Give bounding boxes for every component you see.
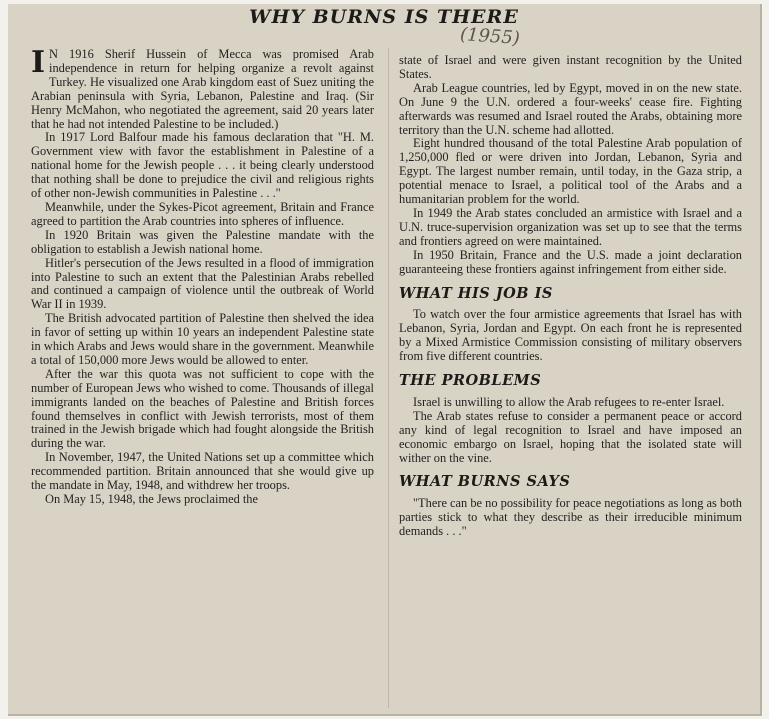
article-paragraph: On May 15, 1948, the Jews proclaimed the (45, 492, 259, 506)
headline: WHY BURNS IS THERE (249, 6, 519, 28)
article-paragraph: The British advocated partition of Palestine then shelved the idea in favor of setting up within 10 years an independent Palestine state in which Arabs and Jews would share in the government. Meanwhile a total of 150,000 more Jews would be allowed to enter. (31, 311, 374, 367)
article-paragraph: In November, 1947, the United Nations set up a committee which recommended partition. Britain announced that she would give up the mandate in May, 1948, and withdrew her troops. (31, 450, 374, 493)
article-paragraph: After the war this quota was not sufficient to cope with the number of European Jews who wished to come. Thousands of illegal immigrants landed on the beaches of Palestine and British forces found themselves in conflict with Jewish terrorists, most of them trained in the Jewish brigade which had fought alongside the British during the war. (31, 366, 374, 451)
article-paragraph: Israel is unwilling to allow the Arab refugees to re-enter Israel. (413, 394, 725, 409)
article-paragraph: The Arab states refuse to consider a permanent peace or accord any kind of legal recognition to Israel and have imposed an economic embargo on Israel, hoping that the isolated state will wither on the vine. (399, 408, 742, 465)
subhead-the-problems: THE PROBLEMS (399, 372, 542, 390)
newspaper-clipping (8, 4, 762, 716)
article-paragraph: Eight hundred thousand of the total Palestine Arab population of 1,250,000 fled or were driven into Jordan, Lebanon, Syria and Egypt. The largest number remain, until today, in the Gaza strip, a potential menace to Israel, a political tool of the Arabs and a humanitarian problem for the world. (399, 136, 742, 207)
article-paragraph: To watch over the four armistice agreements that Israel has with Lebanon, Syria, Jordan and Egypt. On each front he is represented by a Mixed Armistice Commission consisting of military observers from five different countries. (399, 307, 742, 364)
article-paragraph: "There can be no possibility for peace negotiations as long as both parties stick to what they describe as their irreducible minimum demands . . ." (399, 496, 742, 539)
handwritten-year-note: (1955) (459, 23, 521, 50)
article-paragraph: Hitler's persecution of the Jews resulted in a flood of immigration into Palestine to such an extent that the Palestinian Arabs rebelled and continued a campaign of violence until the outbreak of World War II in 1939. (31, 255, 374, 312)
drop-cap: I (31, 45, 46, 80)
article-paragraph: I N 1916 Sherif Hussein of Mecca was promised Arab independence in return for helping organize a revolt against Turkey. He visualized one Arab kingdom east of Suez uniting the Arabian peninsula with Syria, Lebanon, Palestine and Iraq. (Sir Henry McMahon, who negotiated the agreement, said 20 years later that he had not intended Palestine to be included.) (31, 45, 374, 131)
article-paragraph: In 1949 the Arab states concluded an armistice with Israel and a U.N. truce-supervision organization was set up to see that the terms and frontiers agreed on were maintained. (399, 205, 742, 248)
article-paragraph: Arab League countries, led by Egypt, moved in on the new state. On June 9 the U.N. ordered a four-weeks' cease fire. Fighting afterwards was resumed and Israel routed the Arabs, obtaining more territory than the U.N. scheme had allotted. (399, 80, 742, 137)
article-paragraph: Meanwhile, under the Sykes-Picot agreement, Britain and France agreed to partition the Arab countries into spheres of influence. (31, 199, 374, 228)
subhead-what-burns-says: WHAT BURNS SAYS (399, 473, 571, 491)
left-column (31, 45, 374, 507)
column-divider (388, 48, 389, 708)
article-paragraph: In 1917 Lord Balfour made his famous declaration that "H. M. Government view with favor the establishment in Palestine of a national home for the Jewish people . . . it being clearly understood that nothing shall be done to prejudice the civil and religious rights of other non-Jewish communities in Palestine . . ." (31, 130, 374, 201)
subhead-what-his-job-is: WHAT HIS JOB IS (399, 284, 553, 302)
article-paragraph: In 1920 Britain was given the Palestine mandate with the obligation to establish a Jewish national home. (31, 227, 374, 256)
article-paragraph: state of Israel and were given instant recognition by the United States. (399, 53, 742, 81)
article-paragraph: In 1950 Britain, France and the U.S. made a joint declaration guaranteeing these frontiers against infringement from either side. (399, 247, 742, 276)
right-column (399, 54, 742, 539)
